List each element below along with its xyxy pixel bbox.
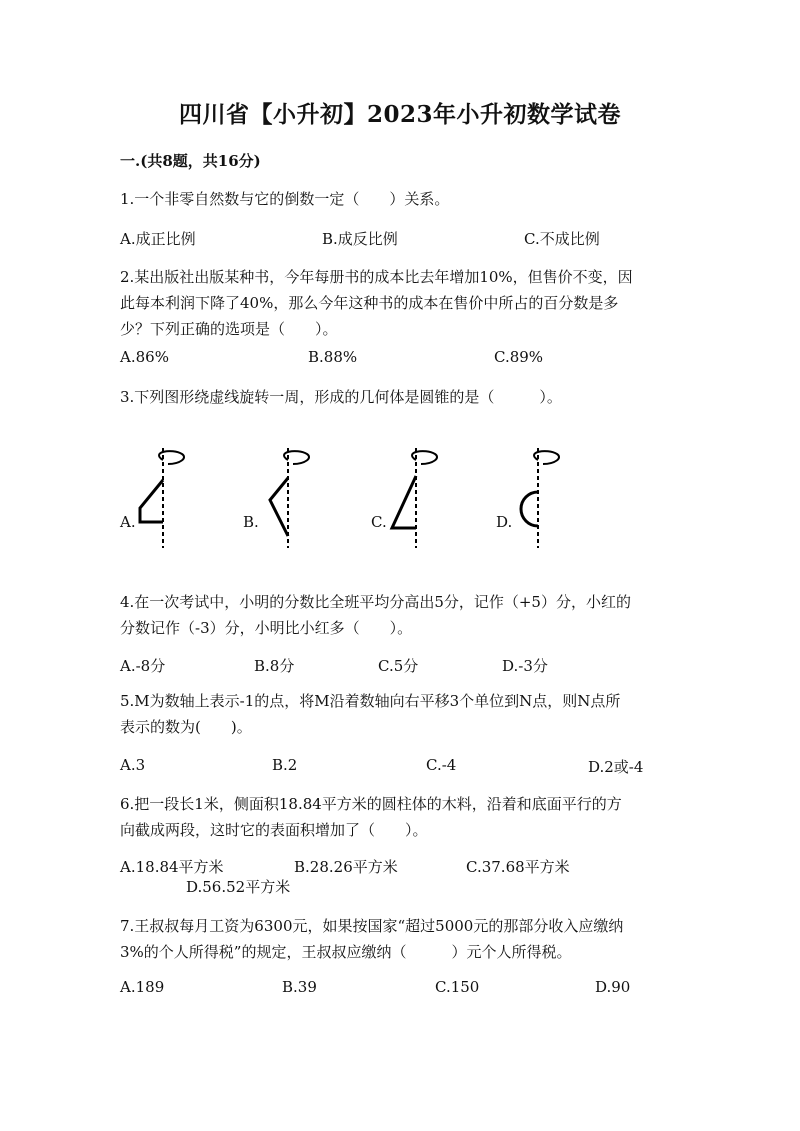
question-3-text: 3.下列图形绕虚线旋转一周，形成的几何体是圆锥的是（ ）。 xyxy=(120,388,562,406)
question-2-option-b: B.88% xyxy=(308,348,358,366)
figure-d xyxy=(521,448,559,548)
figure-a-shape xyxy=(140,480,163,522)
question-4-option-a: A.-8分 xyxy=(120,657,166,675)
question-7-option-d: D.90 xyxy=(595,978,631,996)
question-1-option-a: A.成正比例 xyxy=(120,230,196,248)
question-1-text: 1.一个非零自然数与它的倒数一定（ ）关系。 xyxy=(120,190,450,208)
question-4-line-1: 4.在一次考试中，小明的分数比全班平均分高出5分，记作（+5）分，小红的 xyxy=(120,593,631,611)
figure-c xyxy=(392,448,437,548)
question-6-option-b: B.28.26平方米 xyxy=(294,858,398,876)
question-4-option-c: C.5分 xyxy=(378,657,419,675)
question-5-option-c: C.-4 xyxy=(426,756,457,774)
question-6-option-d: D.56.52平方米 xyxy=(186,878,291,896)
question-5-line-1: 5.M为数轴上表示-1的点，将M沿着数轴向右平移3个单位到N点，则N点所 xyxy=(120,692,621,710)
question-5-option-a: A.3 xyxy=(120,756,146,774)
question-7-line-2: 3%的个人所得税”的规定，王叔叔应缴纳（ ）元个人所得税。 xyxy=(120,943,572,961)
figure-d-shape xyxy=(521,492,538,526)
question-2-option-a: A.86% xyxy=(120,348,169,366)
question-3-figures xyxy=(110,440,590,555)
question-3-option-d: D. xyxy=(496,513,513,531)
question-7-option-c: C.150 xyxy=(435,978,480,996)
figure-b xyxy=(270,448,309,548)
question-1-option-c: C.不成比例 xyxy=(524,230,600,248)
question-4-option-d: D.-3分 xyxy=(502,657,548,675)
question-5-line-2: 表示的数为( )。 xyxy=(120,718,252,736)
question-5-option-d: D.2或-4 xyxy=(588,758,644,776)
question-6-line-1: 6.把一段长1米，侧面积18.84平方米的圆柱体的木料，沿着和底面平行的方 xyxy=(120,795,622,813)
question-7-option-b: B.39 xyxy=(282,978,317,996)
question-2-line-2: 此每本利润下降了40%，那么今年这种书的成本在售价中所占的百分数是多 xyxy=(120,294,619,312)
page-title: 四川省【小升初】2023年小升初数学试卷 xyxy=(178,101,621,128)
question-4-option-b: B.8分 xyxy=(254,657,295,675)
question-6-option-c: C.37.68平方米 xyxy=(466,858,570,876)
question-1-option-b: B.成反比例 xyxy=(322,230,398,248)
question-3-option-c: C. xyxy=(371,513,387,531)
question-3-option-a: A. xyxy=(120,513,136,531)
question-2-line-1: 2.某出版社出版某种书，今年每册书的成本比去年增加10%，但售价不变，因 xyxy=(120,268,633,286)
question-3-option-b: B. xyxy=(243,513,259,531)
question-6-option-a: A.18.84平方米 xyxy=(120,858,224,876)
section-heading: 一.(共8题，共16分) xyxy=(120,152,261,170)
figure-b-shape xyxy=(270,478,288,536)
question-4-line-2: 分数记作（-3）分，小明比小红多（ ）。 xyxy=(120,619,413,637)
question-2-line-3: 少？下列正确的选项是（ ）。 xyxy=(120,320,338,338)
question-5-option-b: B.2 xyxy=(272,756,298,774)
question-6-line-2: 向截成两段，这时它的表面积增加了（ ）。 xyxy=(120,821,428,839)
figure-a xyxy=(140,448,184,548)
figure-c-shape xyxy=(392,476,416,528)
question-7-line-1: 7.王叔叔每月工资为6300元，如果按国家“超过5000元的那部分收入应缴纳 xyxy=(120,917,624,935)
question-7-option-a: A.189 xyxy=(120,978,165,996)
question-2-option-c: C.89% xyxy=(494,348,544,366)
